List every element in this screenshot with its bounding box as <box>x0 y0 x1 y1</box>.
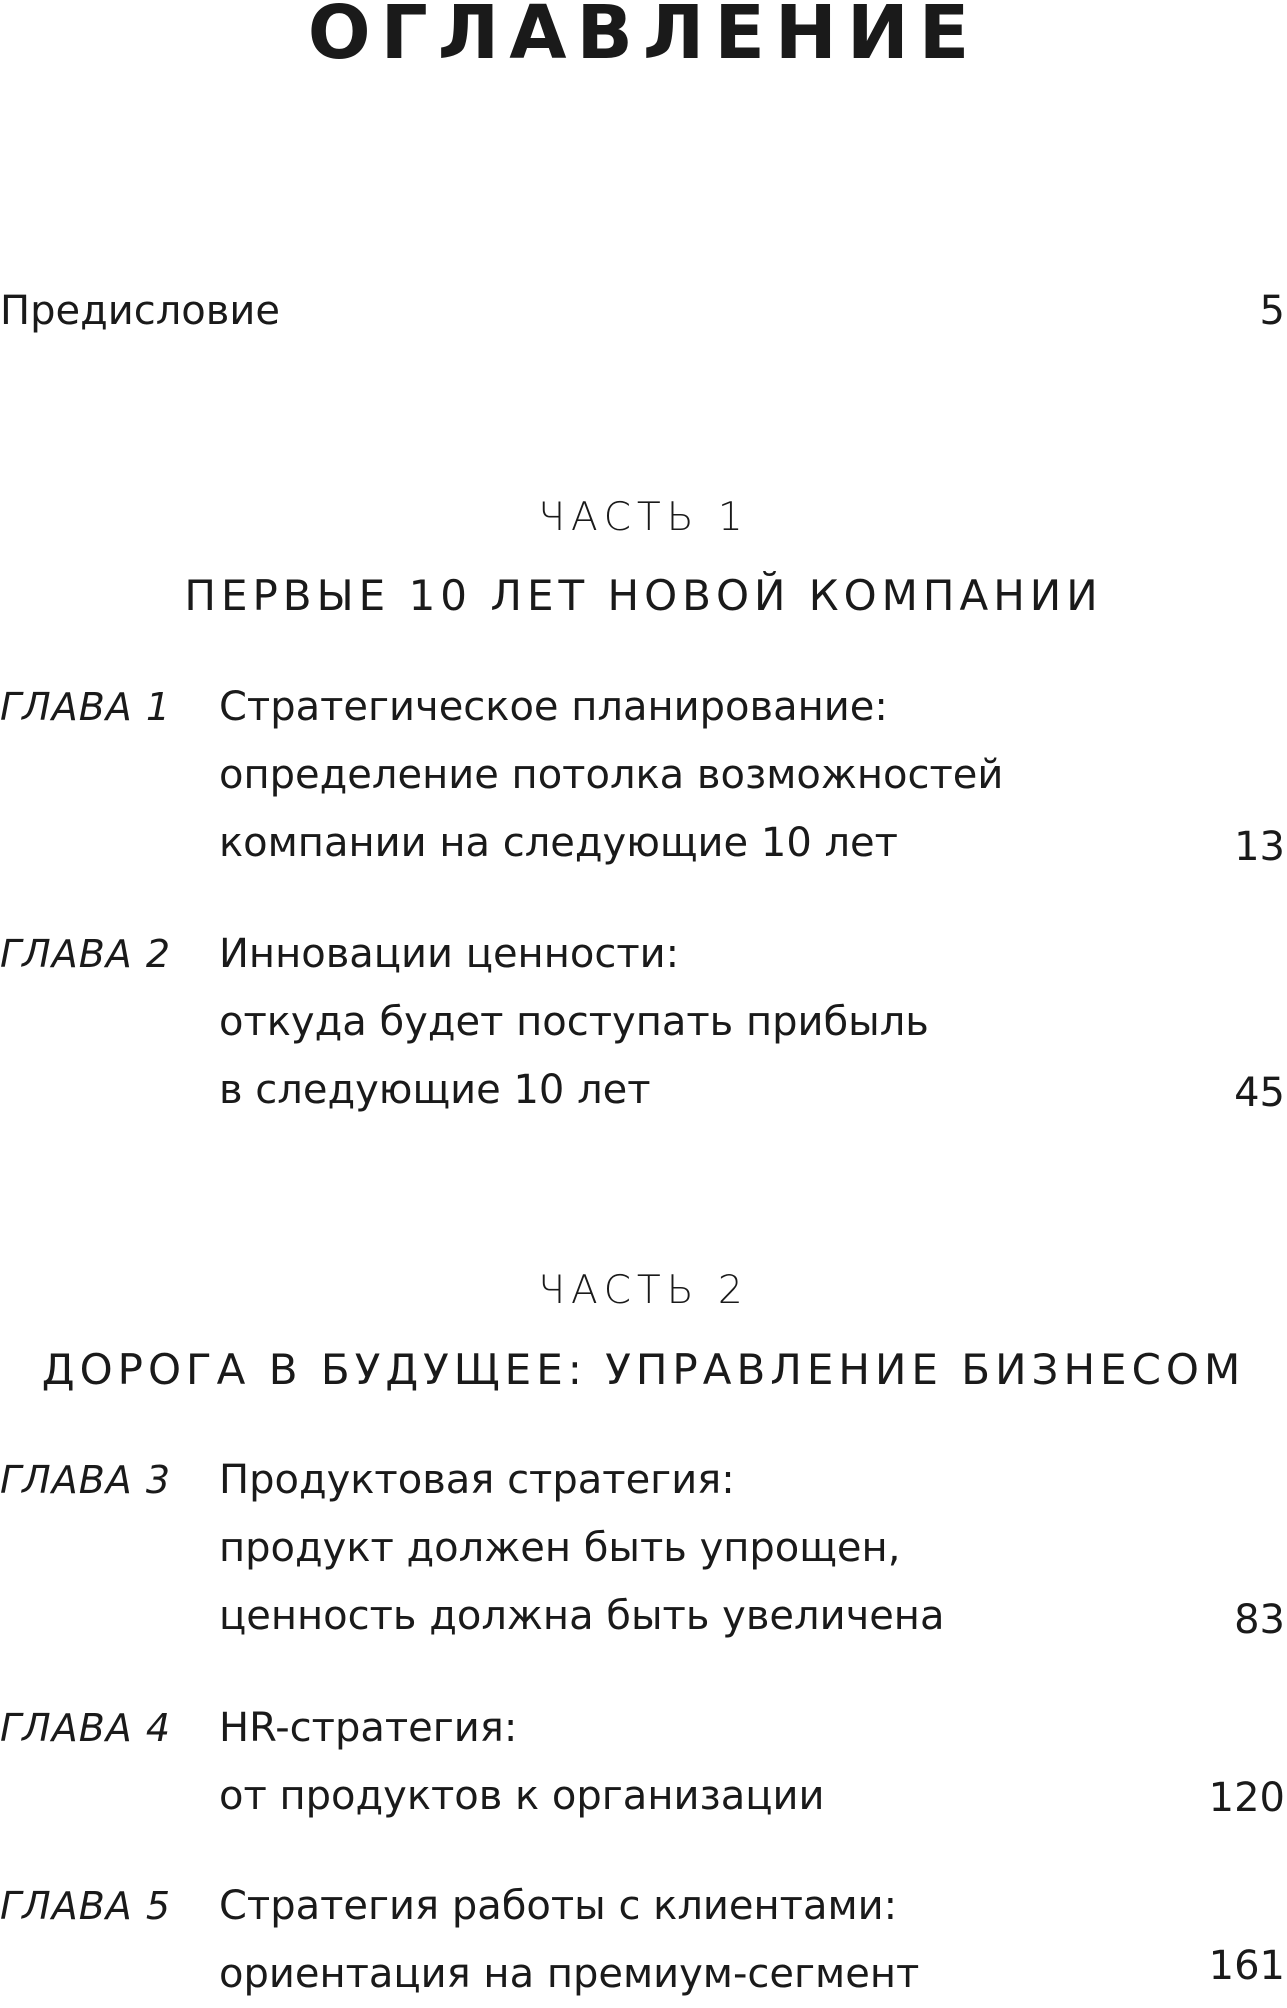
chapter-2-page-number: 45 <box>1234 1070 1285 1116</box>
part-1-label: ЧАСТЬ 1 <box>538 495 749 540</box>
chapter-4-title-line-1: HR-стратегия: <box>219 1705 518 1751</box>
part-1-title: ПЕРВЫЕ 10 ЛЕТ НОВОЙ КОМПАНИИ <box>184 571 1103 620</box>
page-title: ОГЛАВЛЕНИЕ <box>307 0 980 76</box>
chapter-3-label: ГЛАВА 3 <box>0 1458 172 1502</box>
part-2-title: ДОРОГА В БУДУЩЕЕ: УПРАВЛЕНИЕ БИЗНЕСОМ <box>41 1345 1246 1394</box>
chapter-1-label: ГЛАВА 1 <box>0 685 172 729</box>
chapter-4-title <box>219 1694 824 1830</box>
chapter-2-title-line-1: Инновации ценности: <box>219 931 680 977</box>
chapter-3-title-line-2: продукт должен быть упрощен, <box>219 1525 901 1571</box>
chapter-1-title <box>219 673 1003 877</box>
chapter-1-page-number: 13 <box>1234 824 1285 870</box>
chapter-3-title-line-1: Продуктовая стратегия: <box>219 1457 735 1503</box>
chapter-2-title-line-3: в следующие 10 лет <box>219 1067 651 1113</box>
chapter-2-title-line-2: откуда будет поступать прибыль <box>219 999 929 1045</box>
chapter-5-label: ГЛАВА 5 <box>0 1884 172 1928</box>
chapter-2-label: ГЛАВА 2 <box>0 932 172 976</box>
chapter-2-title <box>219 920 929 1124</box>
chapter-1-title-line-2: определение потолка возможностей <box>219 752 1004 798</box>
chapter-5-title <box>219 1872 919 2008</box>
chapter-5-page-number: 161 <box>1208 1943 1285 1989</box>
chapter-3-page-number: 83 <box>1234 1597 1285 1643</box>
chapter-4-page-number: 120 <box>1208 1775 1285 1821</box>
chapter-5-title-line-1: Стратегия работы с клиентами: <box>219 1883 898 1929</box>
chapter-4-label: ГЛАВА 4 <box>0 1706 172 1750</box>
chapter-1-title-line-1: Стратегическое планирование: <box>219 684 888 730</box>
chapter-5-title-line-2: ориентация на премиум-сегмент <box>219 1951 920 1997</box>
chapter-3-title-line-3: ценность должна быть увеличена <box>219 1593 945 1639</box>
preface-page-number: 5 <box>1259 288 1285 334</box>
part-2-label: ЧАСТЬ 2 <box>538 1268 749 1313</box>
chapter-3-title <box>219 1446 944 1650</box>
preface-title: Предисловие <box>0 288 280 334</box>
chapter-4-title-line-2: от продуктов к организации <box>219 1773 825 1819</box>
chapter-1-title-line-3: компании на следующие 10 лет <box>219 820 898 866</box>
